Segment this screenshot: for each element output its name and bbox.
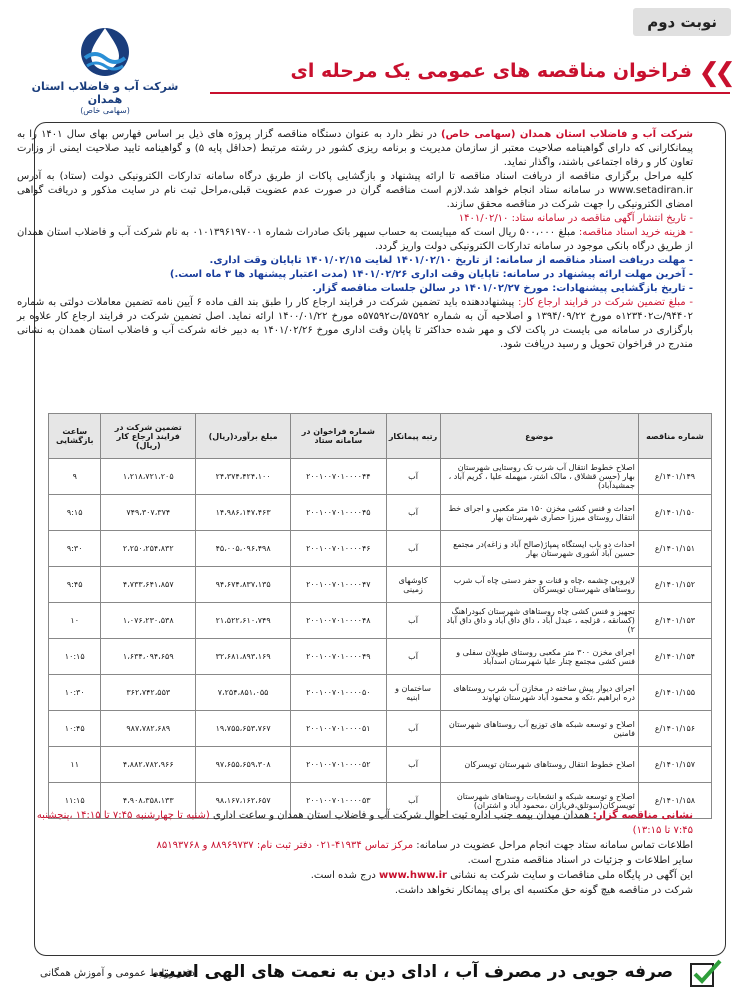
cell-estimate: ۱۹،۷۵۵،۶۵۳،۷۶۷ xyxy=(196,711,291,747)
cell-subject: لایروبی چشمه ،چاه و قنات و حفر دستی چاه آب شرب روستاهای شهرستان تویسرکان xyxy=(440,567,638,603)
cell-number: ۱۴۰۱/۱۵۸/ع xyxy=(638,783,711,819)
cell-estimate: ۲۴،۳۷۴،۴۲۴،۱۰۰ xyxy=(196,459,291,495)
cell-estimate: ۹۸،۱۶۷،۱۶۲،۶۵۷ xyxy=(196,783,291,819)
cell-estimate: ۷،۲۵۴،۸۵۱،۰۵۵ xyxy=(196,675,291,711)
cell-subject: اجرای مخزن ۳۰۰ متر مکعبی روستای طویلان سفلی و فنس کشی مجتمع چنار علیا شهرستان اسدآباد xyxy=(440,639,638,675)
cell-setad-number: ۲۰۰۱۰۰۷۰۱۰۰۰۰۵۱ xyxy=(291,711,387,747)
table-row xyxy=(49,567,712,603)
tender-table xyxy=(48,413,712,819)
info-line: سایر اطلاعات و جزئیات در اسناد مناقصه مندرج است. xyxy=(467,855,693,866)
cell-guarantee: ۷۴۹،۳۰۷،۳۷۴ xyxy=(101,495,196,531)
cell-grade: ساختمان و ابنیه xyxy=(386,675,440,711)
bid-deadline-line: - آخرین مهلت ارائه پیشنهاد در سامانه: تاپایان وقت اداری ۱۴۰۱/۰۲/۲۶ (مدت اعتبار پیشنهاد ها ۳ ماه است.) xyxy=(169,269,693,280)
address-line xyxy=(17,808,693,838)
cell-opening-time: ۱۰:۱۵ xyxy=(49,639,101,675)
cell-guarantee: ۲،۲۵۰،۲۵۴،۸۳۲ xyxy=(101,531,196,567)
double-chevron-icon: ❯❯ xyxy=(698,58,730,88)
logo-company-name: شرکت آب و فاضلاب استان همدان xyxy=(31,80,179,106)
intro-section xyxy=(17,128,693,352)
cell-grade: کاوشهای زمینی xyxy=(386,567,440,603)
cell-estimate: ۱۴،۹۸۶،۱۴۷،۴۶۳ xyxy=(196,495,291,531)
cell-opening-time: ۱۰:۴۵ xyxy=(49,711,101,747)
cell-grade: آب xyxy=(386,459,440,495)
checkmark-icon xyxy=(689,958,723,988)
cell-subject: اصلاح خطوط انتقال روستاهای شهرستان تویسرکان xyxy=(440,747,638,783)
fee-line xyxy=(17,226,693,254)
publish-date-line: - تاریخ انتشار آگهی مناقصه در سامانه ستاد: ۱۴۰۱/۰۲/۱۰ xyxy=(458,213,693,224)
slogan-bar xyxy=(0,958,737,991)
col-header-number: شماره مناقصه xyxy=(638,414,711,459)
footer-section xyxy=(17,808,693,898)
cell-opening-time: ۱۰ xyxy=(49,603,101,639)
intro-text: در نظر دارد به عنوان دستگاه مناقصه گزار پروژه های ذیل بر اساس فهارس بهای سال ۱۴۰۱ را به پیمانکارانی که دارای گواهینامه صلاحیت معتبر از سازمان مدیریت و برنامه ریزی کشور در رشته مرتبط (حداقل پایه ۵) و گواهینامه تایید صلاحیت ایمنی از وزارت تعاون کار و رفاه اجتماعی باشند، واگذار نماید. xyxy=(17,129,693,168)
cell-grade: آب xyxy=(386,531,440,567)
cell-number: ۱۴۰۱/۱۵۲/ع xyxy=(638,567,711,603)
website-line xyxy=(17,868,693,883)
cell-opening-time: ۱۱ xyxy=(49,747,101,783)
cell-guarantee: ۹۸۷،۷۸۲،۶۸۹ xyxy=(101,711,196,747)
cell-setad-number: ۲۰۰۱۰۰۷۰۱۰۰۰۰۴۸ xyxy=(291,603,387,639)
cell-opening-time: ۱۰:۳۰ xyxy=(49,675,101,711)
contact-label: اطلاعات تماس سامانه ستاد جهت انجام مراحل عضویت در سامانه: xyxy=(416,840,693,851)
cell-number: ۱۴۰۱/۱۵۴/ع xyxy=(638,639,711,675)
cell-number: ۱۴۰۱/۱۵۰/ع xyxy=(638,495,711,531)
guarantee-line xyxy=(17,296,693,352)
cell-number: ۱۴۰۱/۱۴۹/ع xyxy=(638,459,711,495)
cell-estimate: ۹۴،۶۷۴،۸۳۷،۱۳۵ xyxy=(196,567,291,603)
cell-grade: آب xyxy=(386,603,440,639)
cell-guarantee: ۱،۶۳۴،۰۹۴،۶۵۹ xyxy=(101,639,196,675)
cell-setad-number: ۲۰۰۱۰۰۷۰۱۰۰۰۰۴۹ xyxy=(291,639,387,675)
guarantee-text: پیشنهاددهنده باید تضمین شرکت در فرایند ارجاع کار را طبق بند الف ماده ۶ آیین نامه تضمین معاملات دولتی به شماره ۹۴۴۰۲/ت۱۲۳۴۰۲ه مورخ ۱۳۹۴/۰۹/۲۲ و اصلاحیه آن به شماره ۵۷۵۹۲/ت۵۷۵۹۲ه مورخ ۱۴۰۰/۰۱/۲۲ ارائه نماید. اصل تضمین شرکت در فرایند ارجاع کار علاوه بر بارگزاری در سامانه می بایست در پاکت لاک و مهر شده حداکثر تا پایان وقت اداری مورخ ۱۴۰۱/۰۲/۲۶ به دبیر خانه شرکت آب و فاضلاب استان همدان به نشانی مندرج در فراخوان تحویل و رسید دریافت شود. xyxy=(17,297,694,350)
cell-number: ۱۴۰۱/۱۵۵/ع xyxy=(638,675,711,711)
round-badge: نوبت دوم xyxy=(633,8,731,36)
cell-number: ۱۴۰۱/۱۵۳/ع xyxy=(638,603,711,639)
cell-guarantee: ۴،۹۰۸،۳۵۸،۱۳۳ xyxy=(101,783,196,819)
company-name: شرکت آب و فاضلاب استان همدان (سهامی خاص) xyxy=(440,129,693,140)
col-header-guarantee: تضمین شرکت در فرایند ارجاع کار (ریال) xyxy=(101,414,196,459)
opening-date-line: - تاریخ بازگشایی پیشنهادات: مورخ ۱۴۰۱/۰۲/۲۷ در سالن جلسات مناقصه گزار. xyxy=(312,283,693,294)
intro-paragraph-1 xyxy=(17,128,693,170)
fee-text: مبلغ ۵۰۰،۰۰۰ ریال است که میبایست به حساب سپهر بانک صادرات شماره ۰۱۰۱۳۹۶۱۹۷۰۰۱ به نام شرکت آب و فاضلاب استان همدان از طریق درگاه بانکی موجود در سامانه تدارکات الکترونیکی دولت واریز گردد. xyxy=(17,227,693,252)
table-row xyxy=(49,639,712,675)
cell-setad-number: ۲۰۰۱۰۰۷۰۱۰۰۰۰۵۰ xyxy=(291,675,387,711)
slogan-text: صرفه جویی در مصرف آب ، ادای دین به نعمت های الهی است. xyxy=(151,962,673,982)
cell-estimate: ۹۷،۶۵۵،۶۵۹،۳۰۸ xyxy=(196,747,291,783)
title-underline xyxy=(210,92,730,94)
table-row xyxy=(49,603,712,639)
water-drop-icon xyxy=(75,22,135,78)
doc-deadline-line: - مهلت دریافت اسناد مناقصه از سامانه: از تاریخ ۱۴۰۱/۰۲/۱۰ لغایت ۱۴۰۱/۰۲/۱۵ تاپایان وقت اداری. xyxy=(209,255,693,266)
cell-estimate: ۳۲،۶۸۱،۸۹۳،۱۶۹ xyxy=(196,639,291,675)
cell-setad-number: ۲۰۰۱۰۰۷۰۱۰۰۰۰۵۳ xyxy=(291,783,387,819)
col-header-estimate: مبلغ برآورد(ریال) xyxy=(196,414,291,459)
cell-setad-number: ۲۰۰۱۰۰۷۰۱۰۰۰۰۴۷ xyxy=(291,567,387,603)
office-hours: (شنبه تا چهارشنبه ۷:۴۵ تا ۱۴:۱۵ ،پنجشنبه ۷:۴۵ تا ۱۳:۱۵) xyxy=(36,810,693,836)
department-name: دفتر روابط عمومی و آموزش همگانی xyxy=(40,968,195,979)
cell-grade: آب xyxy=(386,639,440,675)
company-logo xyxy=(30,22,180,115)
cell-grade: آب xyxy=(386,495,440,531)
table-row xyxy=(49,531,712,567)
cell-guarantee: ۱،۲۱۸،۷۲۱،۲۰۵ xyxy=(101,459,196,495)
title-bar xyxy=(210,58,730,92)
website-text-end: درج شده است. xyxy=(310,870,379,881)
cell-guarantee: ۴،۷۳۳،۶۴۱،۸۵۷ xyxy=(101,567,196,603)
cell-guarantee: ۱،۰۷۶،۲۳۰،۵۳۸ xyxy=(101,603,196,639)
cell-grade: آب xyxy=(386,747,440,783)
cell-opening-time: ۱۱:۱۵ xyxy=(49,783,101,819)
table-row xyxy=(49,711,712,747)
address-label: نشانی مناقصه گزار: xyxy=(592,810,693,821)
table-row xyxy=(49,675,712,711)
cell-setad-number: ۲۰۰۱۰۰۷۰۱۰۰۰۰۴۵ xyxy=(291,495,387,531)
cell-grade: آب xyxy=(386,783,440,819)
cell-subject: احداث دو باب ایستگاه پمپاژ(صالح آباد و زاغه)در مجتمع حسین آباد آشوری شهرستان بهار xyxy=(440,531,638,567)
page-title: فراخوان مناقصه های عمومی یک مرحله ای xyxy=(290,60,692,82)
cell-number: ۱۴۰۱/۱۵۱/ع xyxy=(638,531,711,567)
table-row xyxy=(49,495,712,531)
table-row xyxy=(49,459,712,495)
disclaimer-line: شرکت در مناقصه هیچ گونه حق مکتسبه ای برای پیمانکار نخواهد داشت. xyxy=(394,885,693,896)
logo-subtitle: (سهامی خاص) xyxy=(80,106,130,115)
col-header-subject: موضوع xyxy=(440,414,638,459)
col-header-opening-time: ساعت بازگشایی xyxy=(49,414,101,459)
cell-opening-time: ۹:۳۰ xyxy=(49,531,101,567)
website-link[interactable]: www.hww.ir xyxy=(378,870,447,881)
cell-number: ۱۴۰۱/۱۵۷/ع xyxy=(638,747,711,783)
cell-subject: اجرای دیوار پیش ساخته در مخازن آب شرب روستاهای دره ابراهیم ،تکه و محمود آباد شهرستان نهاوند xyxy=(440,675,638,711)
cell-estimate: ۴۵،۰۰۵،۰۹۶،۴۹۸ xyxy=(196,531,291,567)
website-text: این آگهی در پایگاه ملی مناقصات و سایت شرکت به نشانی xyxy=(446,870,693,881)
cell-subject: اصلاح و توسعه شبکه های توزیع آب روستاهای شهرستان فامنین xyxy=(440,711,638,747)
col-header-grade: رتبه پیمانکار xyxy=(386,414,440,459)
intro-paragraph-2: کلیه مراحل برگزاری مناقصه از دریافت اسناد مناقصه تا ارائه پیشنهاد و بازگشایی پاکات از طریق درگاه سامانه تدارکات الکترونیکی دولت (ستاد) به آدرس www.setadiran.ir در سامانه ستاد انجام خواهد شد.لازم است مناقصه گران در صورت عدم عضویت قبلی،مراحل ثبت نام در سایت مذکور و دریافت گواهی امضای الکترونیکی را جهت شرکت در مناقصه محقق سازند. xyxy=(17,171,693,210)
cell-setad-number: ۲۰۰۱۰۰۷۰۱۰۰۰۰۵۲ xyxy=(291,747,387,783)
cell-guarantee: ۳۶۲،۷۴۲،۵۵۳ xyxy=(101,675,196,711)
table-row xyxy=(49,747,712,783)
contact-numbers: مرکز تماس ۴۱۹۳۴-۰۲۱ دفتر ثبت نام: ۸۸۹۶۹۷۳۷ و ۸۵۱۹۳۷۶۸ xyxy=(156,840,417,851)
cell-setad-number: ۲۰۰۱۰۰۷۰۱۰۰۰۰۴۴ xyxy=(291,459,387,495)
cell-number: ۱۴۰۱/۱۵۶/ع xyxy=(638,711,711,747)
address-text: همدان میدان بیمه جنب اداره ثبت احوال شرکت آب و فاضلاب استان همدان و ساعت اداری xyxy=(213,810,593,821)
col-header-setad-number: شماره فراخوان در سامانه ستاد xyxy=(291,414,387,459)
contact-line xyxy=(17,838,693,853)
table-header-row xyxy=(49,414,712,459)
fee-label: - هزینه خرید اسناد مناقصه: xyxy=(578,227,693,238)
cell-grade: آب xyxy=(386,711,440,747)
cell-setad-number: ۲۰۰۱۰۰۷۰۱۰۰۰۰۴۶ xyxy=(291,531,387,567)
guarantee-label: - مبلغ تضمین شرکت در فرایند ارجاع کار: xyxy=(517,297,693,308)
cell-opening-time: ۹ xyxy=(49,459,101,495)
cell-subject: تجهیز و فنس کشی چاه روستاهای شهرستان کبودراهنگ (کسانقه ، قزلجه ، عبدل آباد ، داق داق آباد و داق داق آباد ۲) xyxy=(440,603,638,639)
cell-subject: اصلاح و توسعه شبکه و انشعابات روستاهای شهرستان تویسرکان(سوتلق،فریازان ،محمود آباد و اشتران) xyxy=(440,783,638,819)
cell-guarantee: ۴،۸۸۲،۷۸۲،۹۶۶ xyxy=(101,747,196,783)
cell-subject: احداث و فنس کشی مخزن ۱۵۰ متر مکعبی و اجرای خط انتقال روستای میرزا حصاری شهرستان بهار xyxy=(440,495,638,531)
cell-estimate: ۲۱،۵۲۲،۶۱۰،۷۴۹ xyxy=(196,603,291,639)
cell-opening-time: ۹:۱۵ xyxy=(49,495,101,531)
cell-opening-time: ۹:۴۵ xyxy=(49,567,101,603)
cell-subject: اصلاح خطوط انتقال آب شرب تک روستایی شهرستان بهار (حسن قشلاق ، مالک اشتر، میهمله علیا ، کریم آباد ، جمشیدآباد) xyxy=(440,459,638,495)
